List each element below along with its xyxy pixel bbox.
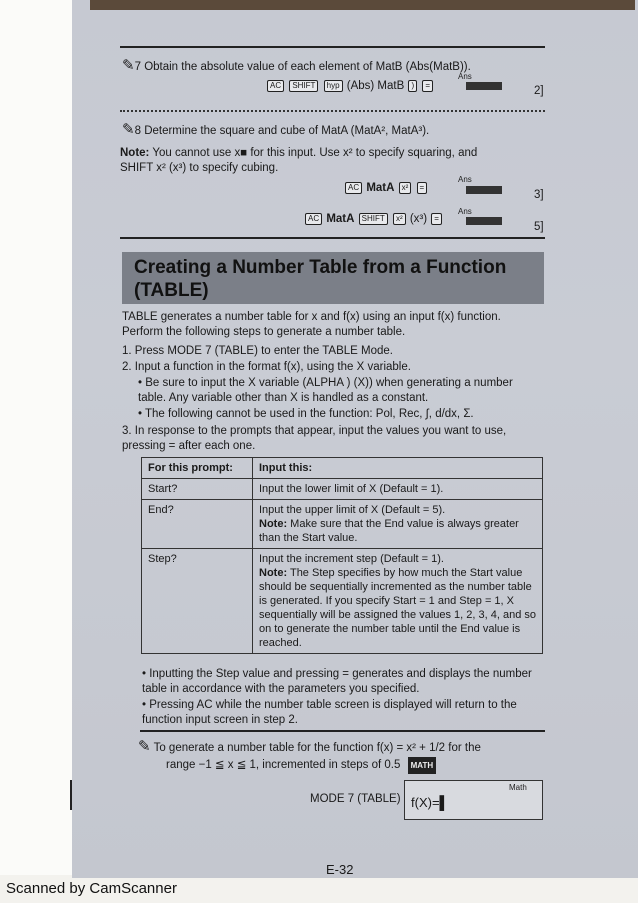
top-rule bbox=[120, 46, 545, 48]
x-squared-key: x² bbox=[399, 182, 412, 194]
scan-margin bbox=[0, 0, 72, 875]
table-row bbox=[142, 500, 543, 549]
pencil-icon: ✎ bbox=[122, 121, 135, 138]
dotted-rule bbox=[120, 110, 545, 112]
step8-number: 8 bbox=[134, 125, 141, 137]
after-bullet-2: • Pressing AC while the number table screen is displayed will return to the function input screen in step 2. bbox=[142, 699, 517, 726]
note-label: Note: bbox=[120, 147, 150, 159]
table-cell-prompt: End? bbox=[142, 500, 253, 549]
step8-line bbox=[122, 122, 429, 139]
example-keys: MODE 7 (TABLE) bbox=[310, 793, 401, 805]
equals-key: = bbox=[417, 182, 428, 194]
section-bullet-1: • Be sure to input the X variable (ALPHA ) (X)) when generating a number table. Any variable other than X is handled as a constant. bbox=[138, 377, 513, 404]
pencil-icon: ✎ bbox=[138, 738, 151, 755]
step8-text: Determine the square and cube of MatA (MatA², MatA³). bbox=[144, 125, 430, 137]
table-input-text: Input the increment step (Default = 1). bbox=[259, 553, 444, 565]
shift-key: SHIFT bbox=[359, 213, 388, 225]
table-input-text: Input the upper limit of X (Default = 5). bbox=[259, 504, 446, 516]
table-header-row bbox=[142, 458, 543, 479]
step8-keys-2 bbox=[304, 212, 443, 227]
example-text-1: To generate a number table for the function f(x) = x² + 1/2 for the bbox=[153, 742, 481, 754]
prompt-table bbox=[141, 457, 543, 654]
table-note-label: Note: bbox=[259, 567, 288, 579]
ans-display-bar bbox=[466, 82, 502, 90]
close-paren-key: ) bbox=[408, 80, 417, 92]
example-line-2 bbox=[166, 757, 436, 774]
table-note-text: The Step specifies by how much the Start value should be sequentially incremented as the number table is generated. If you specify Start = 1 and Step = 1, X sequentially will be assigned the values 1, 2, 3, 4, and so on to generate the number table until the End value is reached. bbox=[259, 567, 537, 649]
screen-text: f(X)=▌ bbox=[411, 795, 449, 810]
section-rule bbox=[120, 237, 545, 239]
table-cell-prompt: Start? bbox=[142, 479, 253, 500]
table-cell-input bbox=[253, 479, 543, 500]
ac-key: AC bbox=[305, 213, 322, 225]
page-top-edge bbox=[90, 0, 635, 10]
margin-mark bbox=[70, 780, 72, 810]
step7-text: Obtain the absolute value of each element of MatB (Abs(MatB)). bbox=[144, 61, 471, 73]
step8-note-1 bbox=[120, 146, 477, 161]
step7-number: 7 bbox=[134, 61, 141, 73]
table-note-text: Make sure that the End value is always greater than the Start value. bbox=[259, 518, 519, 544]
step8-keys1-text: MatA bbox=[366, 182, 395, 194]
step7-line bbox=[122, 58, 471, 75]
step8-keys-1 bbox=[344, 181, 428, 196]
ac-key: AC bbox=[345, 182, 362, 194]
math-indicator: Math bbox=[509, 783, 527, 792]
example-text-2: range −1 ≦ x ≦ 1, incremented in steps of 0.5 bbox=[166, 759, 401, 771]
table-cell-input bbox=[253, 549, 543, 654]
section-item-3: 3. In response to the prompts that appear, input the values you want to use, pressing = after each one. bbox=[122, 425, 507, 452]
matrix-bracket: 3] bbox=[534, 189, 544, 201]
matrix-bracket: 2] bbox=[534, 85, 544, 97]
step7-keys-text: (Abs) MatB bbox=[346, 80, 405, 92]
equals-key: = bbox=[431, 213, 442, 225]
ans-display-bar bbox=[466, 186, 502, 194]
matrix-bracket: 5] bbox=[534, 221, 544, 233]
table-header-input: Input this: bbox=[253, 458, 543, 479]
step7-keys bbox=[266, 79, 434, 94]
ans-label: Ans bbox=[458, 175, 472, 184]
shift-key: SHIFT bbox=[289, 80, 318, 92]
math-badge: MATH bbox=[408, 757, 437, 774]
section-title: Creating a Number Table from a Function (TABLE) bbox=[134, 257, 507, 301]
hyp-key: hyp bbox=[324, 80, 343, 92]
equals-key: = bbox=[422, 80, 433, 92]
table-row bbox=[142, 479, 543, 500]
ans-label: Ans bbox=[458, 207, 472, 216]
step8-note-2: SHIFT x² (x³) to specify cubing. bbox=[120, 162, 279, 174]
section-bullet-2: • The following cannot be used in the function: Pol, Rec, ∫, d/dx, Σ. bbox=[138, 408, 474, 420]
calculator-screen bbox=[404, 780, 543, 820]
section-item-1: 1. Press MODE 7 (TABLE) to enter the TABLE Mode. bbox=[122, 345, 393, 357]
table-row bbox=[142, 549, 543, 654]
table-input-text: Input the lower limit of X (Default = 1). bbox=[259, 483, 444, 495]
example-rule bbox=[140, 730, 545, 732]
step8-keys2-text: MatA bbox=[326, 213, 355, 225]
x-squared-key: x² bbox=[393, 213, 406, 225]
pencil-icon: ✎ bbox=[122, 57, 135, 74]
table-note-label: Note: bbox=[259, 518, 288, 530]
section-intro: TABLE generates a number table for x and f(x) using an input f(x) function. Perform the following steps to generate a number table. bbox=[122, 311, 501, 338]
after-bullet-1: • Inputting the Step value and pressing = generates and displays the number table in accordance with the parameters you specified. bbox=[142, 668, 532, 695]
note-text-1: You cannot use x■ for this input. Use x² to specify squaring, and bbox=[152, 147, 478, 159]
ans-label: Ans bbox=[458, 72, 472, 81]
table-header-prompt: For this prompt: bbox=[142, 458, 253, 479]
example-line-1 bbox=[138, 739, 481, 756]
x-cubed-text: (x³) bbox=[409, 213, 428, 225]
ans-display-bar bbox=[466, 217, 502, 225]
scan-label: Scanned by CamScanner bbox=[6, 880, 177, 897]
table-cell-prompt: Step? bbox=[142, 549, 253, 654]
section-item-2: 2. Input a function in the format f(x), using the X variable. bbox=[122, 361, 411, 373]
page-number: E-32 bbox=[326, 862, 354, 877]
ac-key: AC bbox=[267, 80, 284, 92]
table-cell-input bbox=[253, 500, 543, 549]
